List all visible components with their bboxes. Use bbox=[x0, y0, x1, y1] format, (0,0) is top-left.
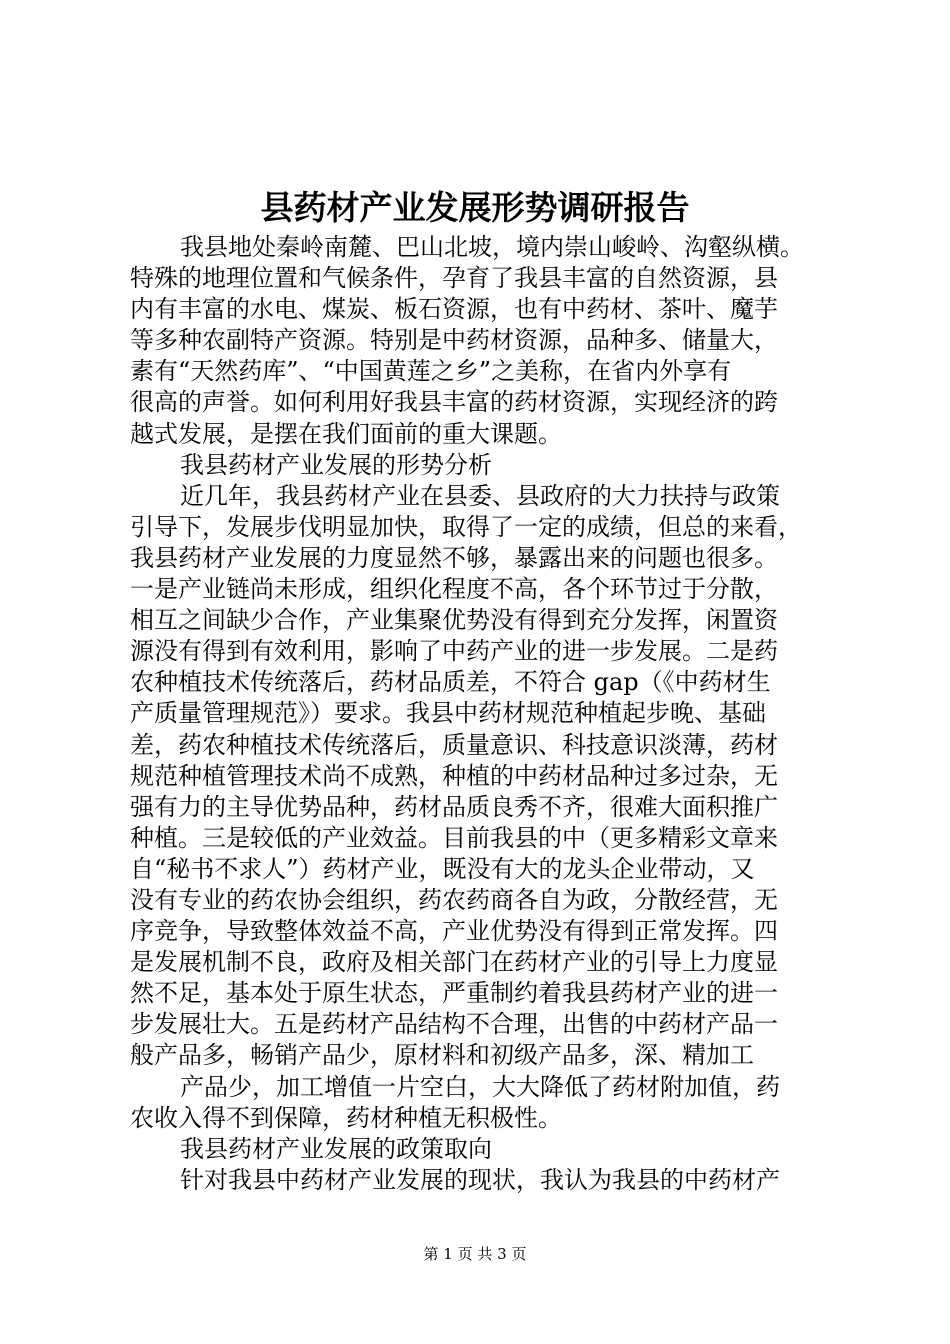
document-title: 县药材产业发展形势调研报告 bbox=[260, 188, 690, 227]
paragraph-line: 般产品多，畅销产品少，原材料和初级产品多，深、精加工 bbox=[130, 1041, 754, 1070]
paragraph-line: 没有专业的药农协会组织，药农药商各自为政，分散经营，无 bbox=[130, 885, 778, 914]
paragraph-line: 近几年，我县药材产业在县委、县政府的大力扶持与政策 bbox=[180, 481, 780, 510]
section-heading: 我县药材产业发展的形势分析 bbox=[180, 450, 492, 479]
paragraph-line: 产质量管理规范》）要求。我县中药材规范种植起步晚、基础 bbox=[130, 699, 766, 728]
paragraph-line: 我县药材产业发展的力度显然不够，暴露出来的问题也很多。 bbox=[130, 543, 778, 572]
paragraph-line: 引导下，发展步伐明显加快，取得了一定的成绩，但总的来看， bbox=[130, 512, 802, 541]
document-body bbox=[130, 232, 830, 1196]
paragraph-line: 强有力的主导优势品种，药材品质良秀不齐，很难大面积推广 bbox=[130, 792, 778, 821]
page-footer: 第 1 页 共 3 页 bbox=[423, 1245, 527, 1263]
paragraph-line: 等多种农副特产资源。特别是中药材资源，品种多、储量大， bbox=[130, 326, 778, 355]
paragraph-line: 步发展壮大。五是药材产品结构不合理，出售的中药材产品一 bbox=[130, 1010, 778, 1039]
paragraph-line: 序竞争，导致整体效益不高，产业优势没有得到正常发挥。四 bbox=[130, 917, 778, 946]
paragraph-line: 是发展机制不良，政府及相关部门在药材产业的引导上力度显 bbox=[130, 948, 778, 977]
paragraph-line: 农收入得不到保障，药材种植无积极性。 bbox=[130, 1103, 562, 1132]
paragraph-line: 自“秘书不求人”）药材产业，既没有大的龙头企业带动，又 bbox=[130, 854, 755, 883]
paragraph-line: 农种植技术传统落后，药材品质差，不符合 gap（《中药材生 bbox=[130, 668, 771, 697]
paragraph-line: 素有“天然药库”、“中国黄莲之乡”之美称，在省内外享有 bbox=[130, 357, 732, 386]
paragraph-line: 相互之间缺少合作，产业集聚优势没有得到充分发挥，闲置资 bbox=[130, 606, 778, 635]
section-heading: 我县药材产业发展的政策取向 bbox=[180, 1134, 492, 1163]
paragraph-line: 针对我县中药材产业发展的现状，我认为我县的中药材产 bbox=[180, 1165, 780, 1194]
paragraph-line: 产品少，加工增值一片空白，大大降低了药材附加值，药 bbox=[180, 1072, 780, 1101]
paragraph-line: 我县地处秦岭南麓、巴山北坡，境内崇山峻岭、沟壑纵横。 bbox=[180, 233, 804, 261]
paragraph-line: 越式发展，是摆在我们面前的重大课题。 bbox=[130, 419, 562, 448]
paragraph-line: 然不足，基本处于原生状态，严重制约着我县药材产业的进一 bbox=[130, 979, 778, 1008]
paragraph-line: 很高的声誉。如何利用好我县丰富的药材资源，实现经济的跨 bbox=[130, 388, 778, 417]
paragraph-line: 内有丰富的水电、煤炭、板石资源，也有中药材、茶叶、魔芋 bbox=[130, 295, 778, 324]
paragraph-line: 种植。三是较低的产业效益。目前我县的中（更多精彩文章来 bbox=[130, 823, 778, 852]
paragraph-line: 差，药农种植技术传统落后，质量意识、科技意识淡薄，药材 bbox=[130, 730, 778, 759]
paragraph-line: 规范种植管理技术尚不成熟，种植的中药材品种过多过杂，无 bbox=[130, 761, 778, 790]
paragraph-line: 特殊的地理位置和气候条件，孕育了我县丰富的自然资源，县 bbox=[130, 264, 778, 293]
paragraph-line: 源没有得到有效利用，影响了中药产业的进一步发展。二是药 bbox=[130, 637, 778, 666]
paragraph-line: 一是产业链尚未形成，组织化程度不高，各个环节过于分散， bbox=[130, 575, 778, 604]
